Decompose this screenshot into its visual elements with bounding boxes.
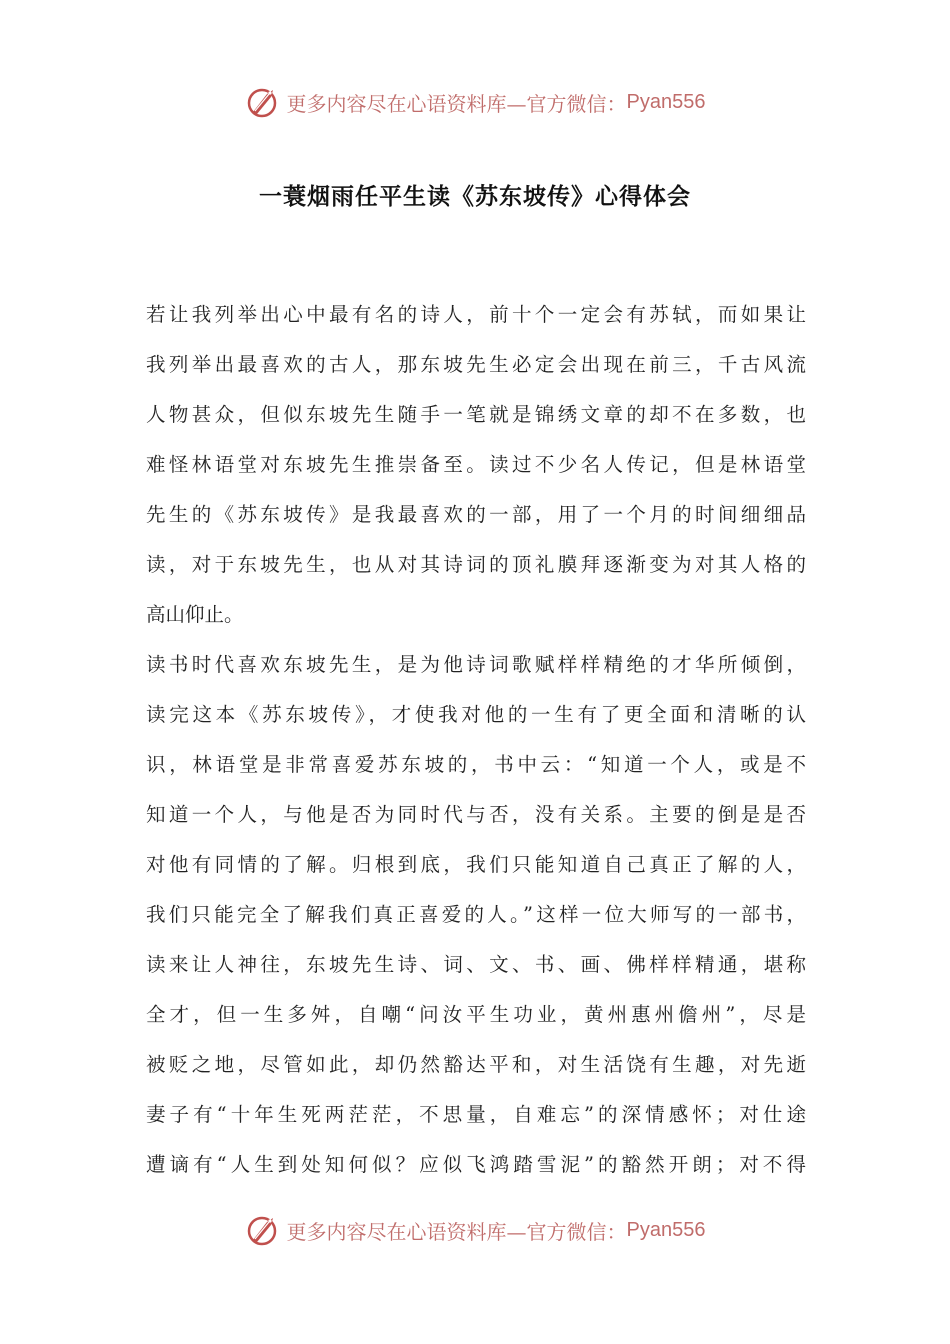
text-line: 对他有同情的了解。归根到底，我们只能知道自己真正了解的人， <box>146 853 806 876</box>
text-line: 我列举出最喜欢的古人，那东坡先生必定会出现在前三，千古风流 <box>146 353 806 376</box>
body-text <box>146 290 806 1190</box>
footer-wechat-id: Pyan556 <box>626 1218 706 1241</box>
pen-nib-logo-icon <box>245 84 281 120</box>
text-line: 读书时代喜欢东坡先生，是为他诗词歌赋样样精绝的才华所倾倒， <box>146 653 806 676</box>
text-line: 难怪林语堂对东坡先生推崇备至。读过不少名人传记，但是林语堂 <box>146 453 806 476</box>
footer-banner <box>0 1210 950 1250</box>
text-line: 若让我列举出心中最有名的诗人，前十个一定会有苏轼，而如果让 <box>146 303 806 326</box>
text-line: 读，对于东坡先生，也从对其诗词的顶礼膜拜逐渐变为对其人格的 <box>146 553 806 576</box>
text-line: 先生的《苏东坡传》是我最喜欢的一部，用了一个月的时间细细品 <box>146 503 806 526</box>
header-banner-text: 更多内容尽在心语资料库—官方微信： <box>286 91 627 116</box>
text-line: 我们只能完全了解我们真正喜爱的人。”这样一位大师写的一部书， <box>146 903 806 926</box>
text-line: 读完这本《苏东坡传》，才使我对他的一生有了更全面和清晰的认 <box>146 703 806 726</box>
text-line: 读来让人神往，东坡先生诗、词、文、书、画、佛样样精通，堪称 <box>146 953 806 976</box>
text-line: 知道一个人，与他是否为同时代与否，没有关系。主要的倒是是否 <box>146 803 806 826</box>
text-line: 全才，但一生多舛，自嘲“问汝平生功业，黄州惠州儋州”，尽是 <box>146 1003 806 1026</box>
header-wechat-id: Pyan556 <box>626 90 706 113</box>
header-banner <box>0 82 950 122</box>
text-line: 人物甚众，但似东坡先生随手一笔就是锦绣文章的却不在多数，也 <box>146 403 806 426</box>
document-title: 一蓑烟雨任平生读《苏东坡传》心得体会 <box>259 184 691 210</box>
text-line: 妻子有“十年生死两茫茫，不思量，自难忘”的深情感怀；对仕途 <box>146 1103 806 1126</box>
text-line: 识，林语堂是非常喜爱苏东坡的，书中云：“知道一个人，或是不 <box>146 753 806 776</box>
pen-nib-logo-icon <box>245 1212 281 1248</box>
text-line: 被贬之地，尽管如此，却仍然豁达平和，对生活饶有生趣，对先逝 <box>146 1053 806 1076</box>
footer-banner-text: 更多内容尽在心语资料库—官方微信： <box>286 1219 627 1244</box>
text-line: 遭谪有“人生到处知何似？应似飞鸿踏雪泥”的豁然开朗；对不得 <box>146 1153 806 1176</box>
text-line: 高山仰止。 <box>146 603 244 626</box>
